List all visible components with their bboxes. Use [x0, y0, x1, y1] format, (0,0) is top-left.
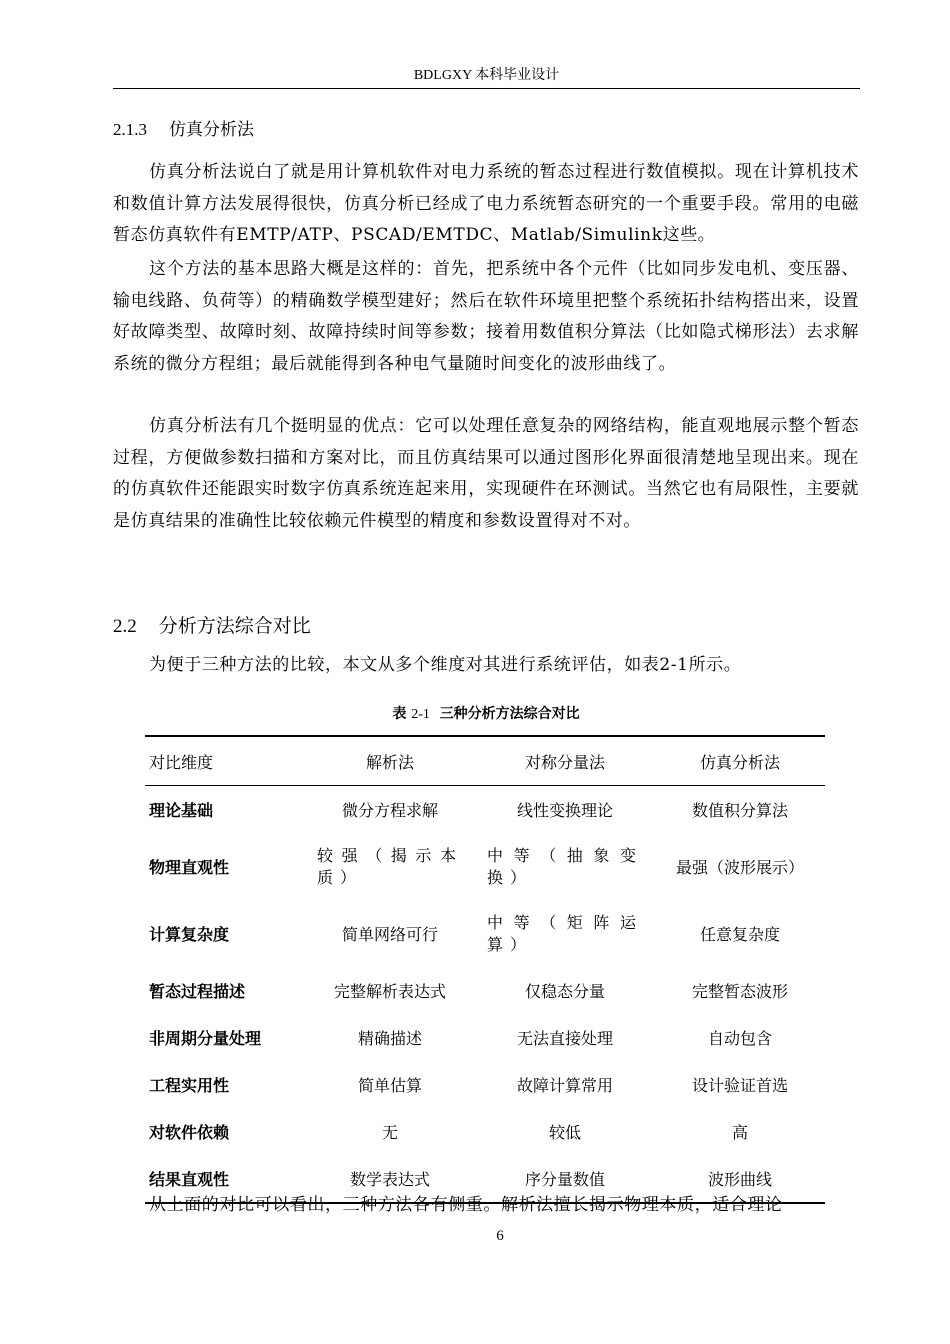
table-cell: 简单估算: [357, 1076, 422, 1095]
row-header: 物理直观性: [149, 858, 230, 877]
row-header: 结果直观性: [145, 1155, 305, 1203]
table-cell: 数学表达式: [305, 1155, 475, 1203]
table-row: [145, 786, 825, 834]
section-number: 2.1.3: [113, 120, 147, 139]
table-row: [145, 1014, 825, 1061]
table-cell: 完整解析表达式: [333, 982, 446, 1001]
paragraph-simulation-intro: 仿真分析法说白了就是用计算机软件对电力系统的暂态过程进行数值模拟。现在计算机技术和数值计算方法发展得很快，仿真分析已经成了电力系统暂态研究的一个重要手段。常用的电磁暂态仿真软件有EMTP/ATP、PSCAD/EMTDC、Matlab/Simulink这些。: [113, 162, 859, 245]
column-header: 仿真分析法: [655, 736, 825, 786]
page-header: BDLGXY 本科毕业设计: [113, 66, 860, 89]
table-cell: 中等（矩阵运算）: [487, 912, 643, 954]
row-header: 理论基础: [149, 801, 214, 820]
section-number: 2.2: [113, 616, 137, 637]
column-header: 对比维度: [145, 736, 305, 786]
row-header: 计算复杂度: [149, 925, 230, 944]
section-heading-2-1-3: [113, 117, 254, 143]
section-title: 仿真分析法: [169, 120, 254, 140]
paragraph-comparison-summary: 从上面的对比可以看出，三种方法各有侧重。解析法擅长揭示物理本质，适合理论: [149, 1195, 783, 1215]
table-cell: 较强（揭示本质）: [317, 845, 463, 887]
row-header: 暂态过程描述: [149, 982, 246, 1001]
table-cell: 数值积分算法: [691, 801, 788, 820]
table-cell: 中等（抽象变换）: [487, 845, 643, 887]
table-cell: 波形曲线: [655, 1155, 825, 1203]
paragraph-simulation-approach: 这个方法的基本思路大概是这样的：首先，把系统中各个元件（比如同步发电机、变压器、输电线路、负荷等）的精确数学模型建好；然后在软件环境里把整个系统拓扑结构搭出来，设置好故障类型、故障时刻、故障持续时间等参数；接着用数值积分算法（比如隐式梯形法）去求解系统的微分方程组；最后就能得到各种电气量随时间变化的波形曲线了。: [113, 259, 859, 374]
table-cell: 最强（波形展示）: [675, 858, 804, 877]
table-cell: 高: [731, 1123, 748, 1142]
table-cell: 精确描述: [357, 1029, 422, 1048]
table-cell: 设计验证首选: [691, 1076, 788, 1095]
section-heading-2-2: [113, 612, 311, 641]
table-caption-prefix: 表: [392, 706, 407, 722]
table-cell: 完整暂态波形: [691, 982, 788, 1001]
table-row: [145, 1061, 825, 1108]
table-cell: 微分方程求解: [341, 801, 438, 820]
table-cell: 线性变换理论: [516, 801, 613, 820]
table-cell: 自动包含: [707, 1029, 772, 1048]
section-title: 分析方法综合对比: [158, 615, 311, 637]
table-cell: 无法直接处理: [516, 1029, 613, 1048]
comparison-table: [145, 735, 825, 1204]
table-cell: 较低: [548, 1123, 581, 1142]
table-cell: 简单网络可行: [341, 925, 438, 944]
table-cell: 任意复杂度: [699, 925, 780, 944]
table-header-row: [145, 736, 825, 786]
table-caption-title: 三种分析方法综合对比: [439, 706, 580, 722]
table-row: [145, 900, 825, 967]
row-header: 对软件依赖: [149, 1123, 230, 1142]
page-number: 6: [496, 1228, 504, 1244]
table-cell: 故障计算常用: [516, 1076, 613, 1095]
table-cell: 无: [381, 1123, 398, 1142]
paragraph-comparison-intro: 为便于三种方法的比较，本文从多个维度对其进行系统评估，如表2-1所示。: [149, 655, 742, 675]
table-caption-number: 2-1: [411, 707, 430, 722]
paragraph-simulation-pros-cons: 仿真分析法有几个挺明显的优点：它可以处理任意复杂的网络结构，能直观地展示整个暂态过程，方便做参数扫描和方案对比，而且仿真结果可以通过图形化界面很清楚地呈现出来。现在的仿真软件还能跟实时数字仿真系统连起来用，实现硬件在环测试。当然它也有局限性，主要就是仿真结果的准确性比较依赖元件模型的精度和参数设置得对不对。: [113, 416, 859, 531]
table-cell: 仅稳态分量: [524, 982, 605, 1001]
table-cell: 序分量数值: [475, 1155, 655, 1203]
table-row: [145, 967, 825, 1014]
table-row: [145, 833, 825, 900]
table-row: [145, 1108, 825, 1155]
table-caption: [0, 703, 950, 723]
row-header: 非周期分量处理: [149, 1029, 262, 1048]
row-header: 工程实用性: [149, 1076, 230, 1095]
column-header: 对称分量法: [475, 736, 655, 786]
column-header: 解析法: [305, 736, 475, 786]
